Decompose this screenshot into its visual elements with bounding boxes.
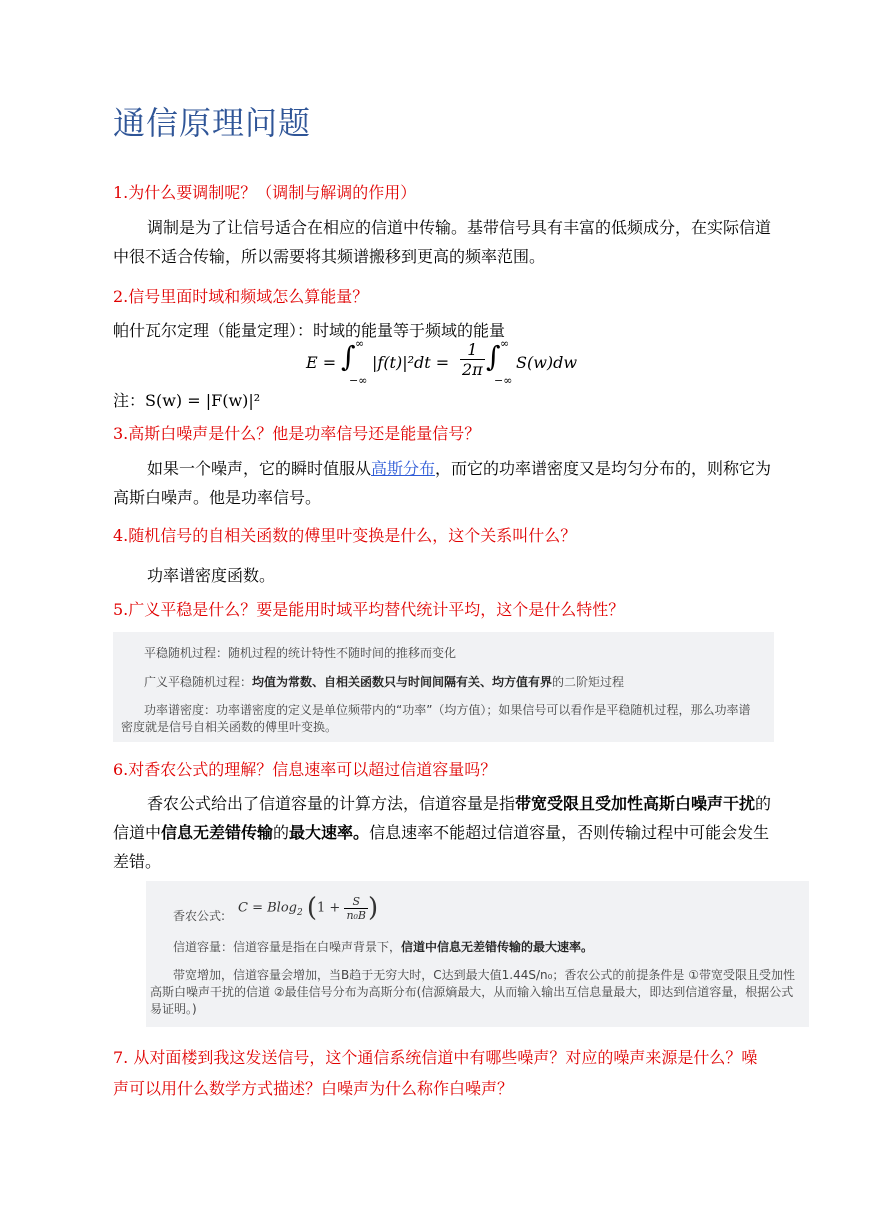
formula-denominator: n₀B bbox=[346, 908, 367, 922]
question-1-heading: 1.为什么要调制呢？（调制与解调的作用） bbox=[113, 183, 417, 202]
formula-paren-open: ( bbox=[306, 893, 317, 923]
fraction-numerator: 1 bbox=[460, 340, 485, 360]
box-line-wide-sense-bold: 均值为常数、自相关函数只与时间间隔有关、均方值有界 bbox=[252, 675, 553, 689]
integral-sign-1: ∫ bbox=[341, 340, 356, 373]
equation-lhs: E = bbox=[306, 353, 337, 372]
box-capacity-pre: 信道容量：信道容量是指在白噪声背景下， bbox=[173, 940, 402, 954]
ans-part-c: 的信道中 bbox=[113, 794, 772, 842]
page-title: 通信原理问题 bbox=[113, 104, 312, 142]
box-line-psd: 功率谱密度：功率谱密度的定义是单位频带内的“功率”（均方值）；如果信号可以看作是平稳随机过程，那么功率谱密度就是信号自相关函数的傅里叶变换。 bbox=[121, 703, 751, 734]
question-1-answer: 调制是为了让信号适合在相应的信道中传输。基带信号具有丰富的低频成分，在实际信道中很不适合传输，所以需要将其频谱搬移到更高的频率范围。 bbox=[113, 218, 772, 266]
equation-integrand-1: |f(t)|²dt = bbox=[372, 353, 450, 372]
question-3-heading: 3.高斯白噪声是什么？他是功率信号还是能量信号？ bbox=[113, 424, 481, 443]
ans-part-d: 信息无差错传输 bbox=[161, 823, 274, 842]
integral-1-lower: −∞ bbox=[349, 374, 368, 387]
question-5-heading: 5.广义平稳是什么？要是能用时域平均替代统计平均，这个是什么特性？ bbox=[113, 600, 625, 619]
box-shannon-formula bbox=[238, 893, 378, 923]
question-2-heading: 2.信号里面时域和频域怎么算能量？ bbox=[113, 287, 369, 306]
ans-part-a: 香农公式给出了信道容量的计算方法，信道容量是指 bbox=[147, 794, 516, 813]
question-4-answer: 功率谱密度函数。 bbox=[147, 566, 276, 585]
gaussian-distribution-link[interactable]: 高斯分布 bbox=[371, 459, 436, 478]
ans-part-g: 信息速率不能超过信道容量，否则传输过程中可能会发生差错。 bbox=[113, 823, 770, 871]
formula-c-blog: C = Blog bbox=[238, 900, 297, 916]
answer-text-post: ，而它的功率谱密度又是均匀分布的，则称它为高斯白噪声。他是功率信号。 bbox=[113, 459, 772, 507]
equation-fraction bbox=[460, 340, 485, 379]
equation-integrand-2: S(w)dw bbox=[516, 353, 578, 372]
stationary-process-screenshot bbox=[113, 632, 774, 742]
integral-2-lower: −∞ bbox=[494, 374, 513, 387]
ans-part-f: 最大速率。 bbox=[289, 823, 370, 842]
box-capacity-line bbox=[173, 938, 593, 955]
formula-paren-close: ) bbox=[368, 893, 379, 923]
box-line-wide-sense bbox=[144, 673, 624, 690]
question-4-heading: 4.随机信号的自相关函数的傅里叶变换是什么，这个关系叫什么？ bbox=[113, 526, 577, 545]
box-line-wide-sense-post: 的二阶矩过程 bbox=[552, 675, 625, 689]
box-shannon-label: 香农公式: bbox=[173, 909, 226, 923]
parseval-intro: 帕什瓦尔定理（能量定理）：时域的能量等于频域的能量 bbox=[113, 321, 506, 340]
ans-part-e: 的 bbox=[273, 823, 290, 842]
question-3-answer bbox=[113, 454, 773, 512]
box-line-wide-sense-pre: 广义平稳随机过程： bbox=[144, 675, 253, 689]
box-capacity-bold: 信道中信息无差错传输的最大速率。 bbox=[401, 940, 594, 954]
integral-sign-2: ∫ bbox=[486, 340, 501, 373]
integral-1-upper: ∞ bbox=[355, 337, 365, 350]
integral-2-upper: ∞ bbox=[500, 337, 510, 350]
answer-text-pre: 如果一个噪声，它的瞬时值服从 bbox=[147, 459, 372, 478]
parseval-note: 注：S(w) = |F(w)|² bbox=[113, 391, 261, 410]
formula-numerator: S bbox=[344, 895, 368, 909]
box-line-stationary: 平稳随机过程：随机过程的统计特性不随时间的推移而变化 bbox=[144, 646, 457, 660]
formula-one-plus: 1 + bbox=[317, 900, 341, 916]
formula-log-base: 2 bbox=[296, 908, 303, 919]
question-6-answer bbox=[113, 789, 773, 876]
box-bandwidth-paragraph: 带宽增加，信道容量会增加，当B趋于无穷大时，C达到最大值1.44S/n₀；香农公式的前提条件是 ①带宽受限且受加性高斯白噪声干扰的信道 ②最佳信号分布为高斯分布(信源熵最大，从而输入输出互信息量最大，即达到信道容量，根据公式易证明。) bbox=[150, 968, 795, 1016]
question-6-heading: 6.对香农公式的理解？信息速率可以超过信道容量吗？ bbox=[113, 760, 497, 779]
question-7-heading: 7. 从对面楼到我这发送信号，这个通信系统信道中有哪些噪声？对应的噪声来源是什么？噪声可以用什么数学方式描述？白噪声为什么称作白噪声？ bbox=[113, 1048, 758, 1098]
fraction-denominator: 2π bbox=[462, 360, 483, 379]
shannon-screenshot bbox=[146, 881, 809, 1027]
ans-part-b: 带宽受限且受加性高斯白噪声干扰 bbox=[515, 794, 756, 813]
formula-fraction bbox=[344, 895, 368, 922]
